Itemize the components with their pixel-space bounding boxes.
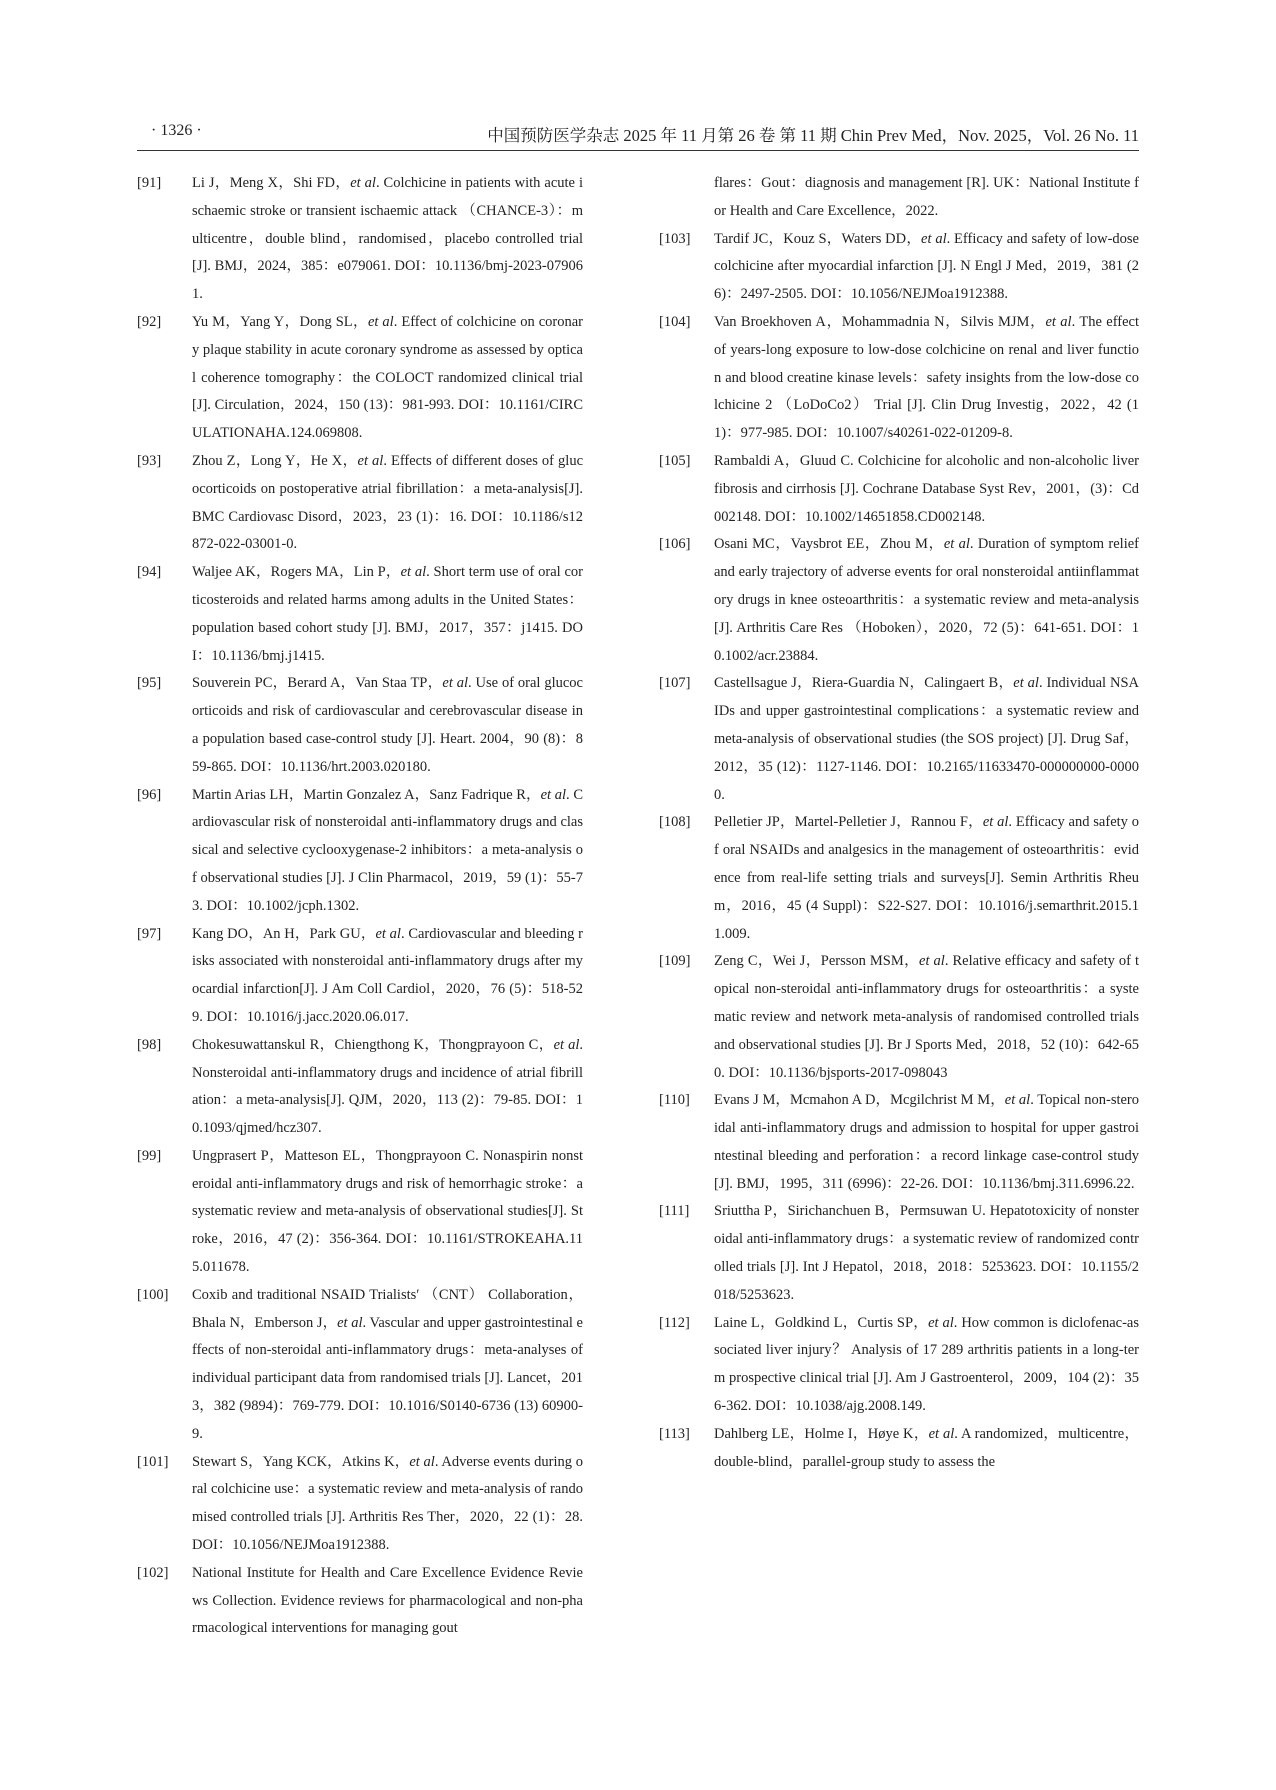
reference-entry: [137, 1560, 583, 1643]
reference-text: [714, 531, 1139, 670]
reference-text: [192, 1032, 583, 1143]
reference-text: [192, 309, 583, 448]
reference-authors: Evans J M，Mcmahon A D，Mcgilchrist M M，: [714, 1092, 1005, 1109]
reference-et-al: et al: [337, 1314, 363, 1331]
reference-authors: Rambaldi A，Gluud C. Colchicine for alcoholic and non-alcoholic liver fibrosis and cirrhosis [J]. Cochrane Database Syst Rev，2001，(3)：Cd002148. DOI：10.1002/14651858.CD002148.: [714, 452, 1139, 525]
reference-number: [93]: [137, 452, 162, 469]
reference-et-al: et al: [375, 925, 401, 942]
reference-text: [192, 1282, 583, 1449]
reference-et-al: et al: [1045, 313, 1072, 330]
reference-authors: Van Broekhoven A，Mohammadnia N，Silvis MJM，: [714, 313, 1046, 330]
reference-authors: Coxib and traditional NSAID Trialists′ （CNT） Collaboration，Bhala N，Emberson J，: [192, 1286, 583, 1331]
reference-details: . Short term use of oral corticosteroids and related harms among adults in the United States：population based cohort study [J]. BMJ，2017，357：j1415. DOI：10.1136/bmj.j1415.: [192, 564, 583, 664]
reference-number: [100]: [137, 1286, 169, 1303]
reference-text: [714, 1310, 1139, 1421]
reference-entry: [137, 1032, 583, 1143]
reference-authors: Zhou Z，Long Y，He X，: [192, 452, 358, 469]
reference-number: [111]: [659, 1203, 690, 1220]
reference-number: [110]: [659, 1092, 690, 1109]
reference-authors: Sriuttha P，Sirichanchuen B，Permsuwan U. Hepatotoxicity of nonsteroidal anti-inflammatory drugs：a systematic review of randomized controlled trials [J]. Int J Hepatol，2018，2018：5253623. DOI：10.1155/2018/5253623.: [714, 1203, 1139, 1303]
reference-number: [113]: [659, 1425, 690, 1442]
reference-authors: Souverein PC，Berard A，Van Staa TP，: [192, 675, 443, 692]
reference-et-al: et al: [919, 953, 945, 970]
reference-text: [714, 1087, 1139, 1198]
reference-authors: Chokesuwattanskul R，Chiengthong K，Thongprayoon C，: [192, 1036, 554, 1053]
reference-authors: Martin Arias LH，Martin Gonzalez A，Sanz Fadrique R，: [192, 786, 541, 803]
reference-entry: [659, 948, 1139, 1087]
reference-number: [103]: [659, 230, 691, 247]
reference-details: . How common is diclofenac-associated liver injury？ Analysis of 17 289 arthritis patients in a long-term prospective clinical trial [J]. Am J Gastroenterol，2009，104 (2)：356-362. DOI：10.1038/ajg.2008.149.: [714, 1314, 1139, 1415]
reference-et-al: et al: [943, 536, 970, 553]
reference-details: . Use of oral glucocorticoids and risk of cardiovascular and cerebrovascular disease in a population based case-control study [J]. Heart. 2004，90 (8)：859-865. DOI：10.1136/hrt.2003.020180.: [192, 675, 583, 775]
reference-authors: Zeng C，Wei J，Persson MSM，: [714, 953, 920, 970]
reference-authors: Osani MC，Vaysbrot EE，Zhou M，: [714, 536, 944, 553]
reference-authors: Waljee AK，Rogers MA，Lin P，: [192, 564, 401, 581]
reference-text: [192, 1143, 583, 1282]
reference-entry: [659, 1087, 1139, 1198]
reference-text: [192, 782, 583, 921]
reference-entry: [659, 1421, 1139, 1477]
reference-text: [192, 1560, 583, 1643]
reference-details: . Duration of symptom relief and early trajectory of adverse events for oral nonsteroidal antiinflammatory drugs in knee osteoarthritis：a systematic review and meta-analysis [J]. Arthritis Care Res （Hoboken），2020，72 (5)：641-651. DOI：10.1002/acr.23884.: [714, 536, 1139, 664]
reference-text: [714, 448, 1139, 531]
reference-entry: [659, 226, 1139, 309]
reference-entry: [137, 1282, 583, 1449]
reference-authors: Castellsague J，Riera-Guardia N，Calingaert B，: [714, 675, 1014, 692]
reference-text: [714, 309, 1139, 448]
reference-text: [192, 1449, 583, 1560]
reference-et-al: et al: [982, 814, 1009, 831]
reference-et-al: et al: [350, 175, 376, 191]
reference-authors: Kang DO，An H，Park GU，: [192, 925, 376, 942]
reference-text: [192, 170, 583, 309]
reference-entry: [137, 448, 583, 559]
reference-text: [714, 1198, 1139, 1309]
reference-entry: [659, 1310, 1139, 1421]
reference-number: [96]: [137, 786, 162, 803]
reference-number: [101]: [137, 1453, 169, 1470]
reference-entry: [137, 309, 583, 448]
reference-entry: [137, 921, 583, 1032]
reference-details: . The effect of years-long exposure to low-dose colchicine on renal and liver function and blood creatine kinase levels：safety insights from the low-dose colchicine 2 （LoDoCo2） Trial [J]. Clin Drug Investig，2022，42 (11)：977-985. DOI：10.1007/s40261-022-01209-8.: [714, 313, 1140, 442]
reference-et-al: et al: [367, 313, 394, 330]
reference-details: . Efficacy and safety of low-dose colchicine after myocardial infarction [J]. N Engl J Med，2019，381 (26)：2497-2505. DOI：10.1056/NEJMoa1912388.: [714, 230, 1139, 303]
reference-entry: [137, 670, 583, 781]
reference-details: . Adverse events during oral colchicine use：a systematic review and meta-analysis of randomised controlled trials [J]. Arthritis Res Ther，2020，22 (1)：28. DOI：10.1056/NEJMoa1912388.: [192, 1453, 583, 1554]
reference-number: [97]: [137, 925, 162, 942]
reference-details: . Effect of colchicine on coronary plaque stability in acute coronary syndrome as assessed by optical coherence tomography：the COLOCT randomized clinical trial[J]. Circulation，2024，150 (13)：981-993. DOI：10.1161/CIRCULATIONAHA.124.069808.: [192, 313, 583, 442]
reference-entry: [659, 809, 1139, 948]
reference-column-left: [137, 170, 583, 1643]
reference-text: [192, 448, 583, 559]
reference-details: . Cardiovascular and bleeding risks associated with nonsteroidal anti-inflammatory drugs after myocardial infarction[J]. J Am Coll Cardiol，2020，76 (5)：518-529. DOI：10.1016/j.jacc.2020.06.017.: [192, 925, 583, 1025]
reference-continuation: [659, 170, 1139, 226]
reference-entry: [659, 309, 1139, 448]
reference-entry: [137, 1143, 583, 1282]
page: [137, 118, 1140, 1637]
reference-et-al: et al: [928, 1314, 954, 1331]
reference-et-al: et al: [442, 675, 469, 692]
reference-authors: Li J，Meng X，Shi FD，: [192, 175, 351, 191]
reference-text: [714, 1421, 1139, 1477]
reference-number: [98]: [137, 1036, 162, 1053]
reference-details: . Colchicine in patients with acute ischaemic stroke or transient ischaemic attack （CHANCE-3）：multicentre，double blind，randomised，placebo controlled trial [J]. BMJ，2024，385：e079061. DOI：10.1136/bmj-2023-079061.: [192, 175, 583, 303]
reference-details: . Individual NSAIDs and upper gastrointestinal complications：a systematic review and meta-analysis of observational studies (the SOS project) [J]. Drug Saf，2012，35 (12)：1127-1146. DOI：10.2165/11633470-000000000-00000.: [714, 675, 1139, 803]
reference-authors: Dahlberg LE，Holme I，Høye K，: [714, 1425, 929, 1442]
reference-authors: Yu M，Yang Y，Dong SL，: [192, 313, 368, 330]
reference-number: [105]: [659, 452, 691, 469]
reference-et-al: et al: [921, 230, 947, 247]
reference-authors: Laine L，Goldkind L，Curtis SP，: [714, 1314, 929, 1331]
reference-details: . Cardiovascular risk of nonsteroidal anti-inflammatory drugs and classical and selective cyclooxygenase-2 inhibitors：a meta-analysis of observational studies [J]. J Clin Pharmacol，2019，59 (1)：55-73. DOI：10.1002/jcph.1302.: [192, 786, 584, 914]
reference-entry: [137, 782, 583, 921]
reference-et-al: et al: [540, 786, 567, 803]
reference-entry: [659, 531, 1139, 670]
reference-entry: [137, 559, 583, 670]
reference-number: [91]: [137, 175, 162, 191]
reference-details: . Efficacy and safety of oral NSAIDs and analgesics in the management of osteoarthritis：evidence from real-life setting trials and surveys[J]. Semin Arthritis Rheum，2016，45 (4 Suppl)：S22-S27. DOI：10.1016/j.semarthrit.2015.11.009.: [714, 814, 1139, 942]
reference-text: [714, 809, 1139, 948]
reference-authors: Ungprasert P，Matteson EL，Thongprayoon C. Nonaspirin nonsteroidal anti-inflammatory drugs and risk of hemorrhagic stroke：a systematic review and meta-analysis of observational studies[J]. Stroke，2016，47 (2)：356-364. DOI：10.1161/STROKEAHA.115.011678.: [192, 1147, 583, 1276]
reference-text: [714, 670, 1139, 809]
reference-entry: [659, 670, 1139, 809]
reference-number: [102]: [137, 1564, 169, 1581]
reference-et-al: et al: [357, 452, 384, 469]
reference-et-al: et al: [1004, 1092, 1031, 1109]
reference-number: [106]: [659, 536, 691, 553]
reference-et-al: et al: [928, 1425, 955, 1442]
reference-et-al: et al: [553, 1036, 580, 1053]
reference-text: [714, 948, 1139, 1087]
reference-entry: [659, 1198, 1139, 1309]
reference-text: [192, 921, 583, 1032]
reference-details: . A randomized，multicentre，double-blind，parallel-group study to assess the: [714, 1425, 1139, 1470]
reference-number: [94]: [137, 564, 162, 581]
reference-details: . Nonsteroidal anti-inflammatory drugs and incidence of atrial fibrillation：a meta-analysis[J]. QJM，2020，113 (2)：79-85. DOI：10.1093/qjmed/hcz307.: [192, 1036, 583, 1137]
reference-entry: [137, 170, 583, 309]
reference-number: [107]: [659, 675, 691, 692]
reference-number: [112]: [659, 1314, 690, 1331]
reference-authors: National Institute for Health and Care Excellence Evidence Reviews Collection. Evidence reviews for pharmacological and non-pharmacological interventions for managing gout: [192, 1564, 583, 1637]
reference-entry: [137, 1449, 583, 1560]
reference-details: . Vascular and upper gastrointestinal effects of non-steroidal anti-inflammatory drugs：meta-analyses of individual participant data from randomised trials [J]. Lancet，2013，382 (9894)：769-779. DOI：10.1016/S0140-6736 (13) 60900-9.: [192, 1314, 583, 1442]
reference-entry: [659, 448, 1139, 531]
page-number: · 1326 ·: [151, 122, 202, 139]
reference-text: [192, 670, 583, 781]
journal-citation-line: 中国预防医学杂志 2025 年 11 月第 26 卷 第 11 期 Chin Prev Med，Nov. 2025，Vol. 26 No. 11: [487, 126, 1139, 145]
reference-number: [104]: [659, 313, 691, 330]
reference-authors: Pelletier JP，Martel-Pelletier J，Rannou F，: [714, 814, 983, 831]
reference-details: . Relative efficacy and safety of topical non-steroidal anti-inflammatory drugs for osteoarthritis：a systematic review and network meta-analysis of randomised controlled trials and observational studies [J]. Br J Sports Med，2018，52 (10)：642-650. DOI：10.1136/bjsports-2017-098043: [714, 953, 1140, 1081]
reference-details: . Topical non-steroidal anti-inflammatory drugs and admission to hospital for upper gastrointestinal bleeding and perforation：a record linkage case-control study [J]. BMJ，1995，311 (6996)：22-26. DOI：10.1136/bmj.311.6996.22.: [714, 1092, 1139, 1192]
reference-et-al: et al: [1013, 675, 1039, 692]
reference-column-right: [659, 170, 1139, 1476]
reference-et-al: et al: [400, 564, 427, 581]
reference-number: [92]: [137, 313, 162, 330]
running-header: [137, 118, 1139, 151]
reference-text: flares：Gout：diagnosis and management [R]. UK：National Institute for Health and Care Excellence，2022.: [714, 175, 1139, 219]
reference-number: [109]: [659, 953, 691, 970]
reference-details: . Effects of different doses of glucocorticoids on postoperative atrial fibrillation：a meta-analysis[J]. BMC Cardiovasc Disord，2023，23 (1)：16. DOI：10.1186/s12872-022-03001-0.: [192, 452, 584, 553]
reference-number: [95]: [137, 675, 162, 692]
reference-text: [192, 559, 583, 670]
reference-authors: Tardif JC，Kouz S，Waters DD，: [714, 230, 922, 247]
reference-et-al: et al: [409, 1453, 435, 1470]
reference-number: [108]: [659, 814, 691, 831]
reference-number: [99]: [137, 1147, 162, 1164]
reference-text: [714, 226, 1139, 309]
reference-authors: Stewart S，Yang KCK，Atkins K，: [192, 1453, 410, 1470]
